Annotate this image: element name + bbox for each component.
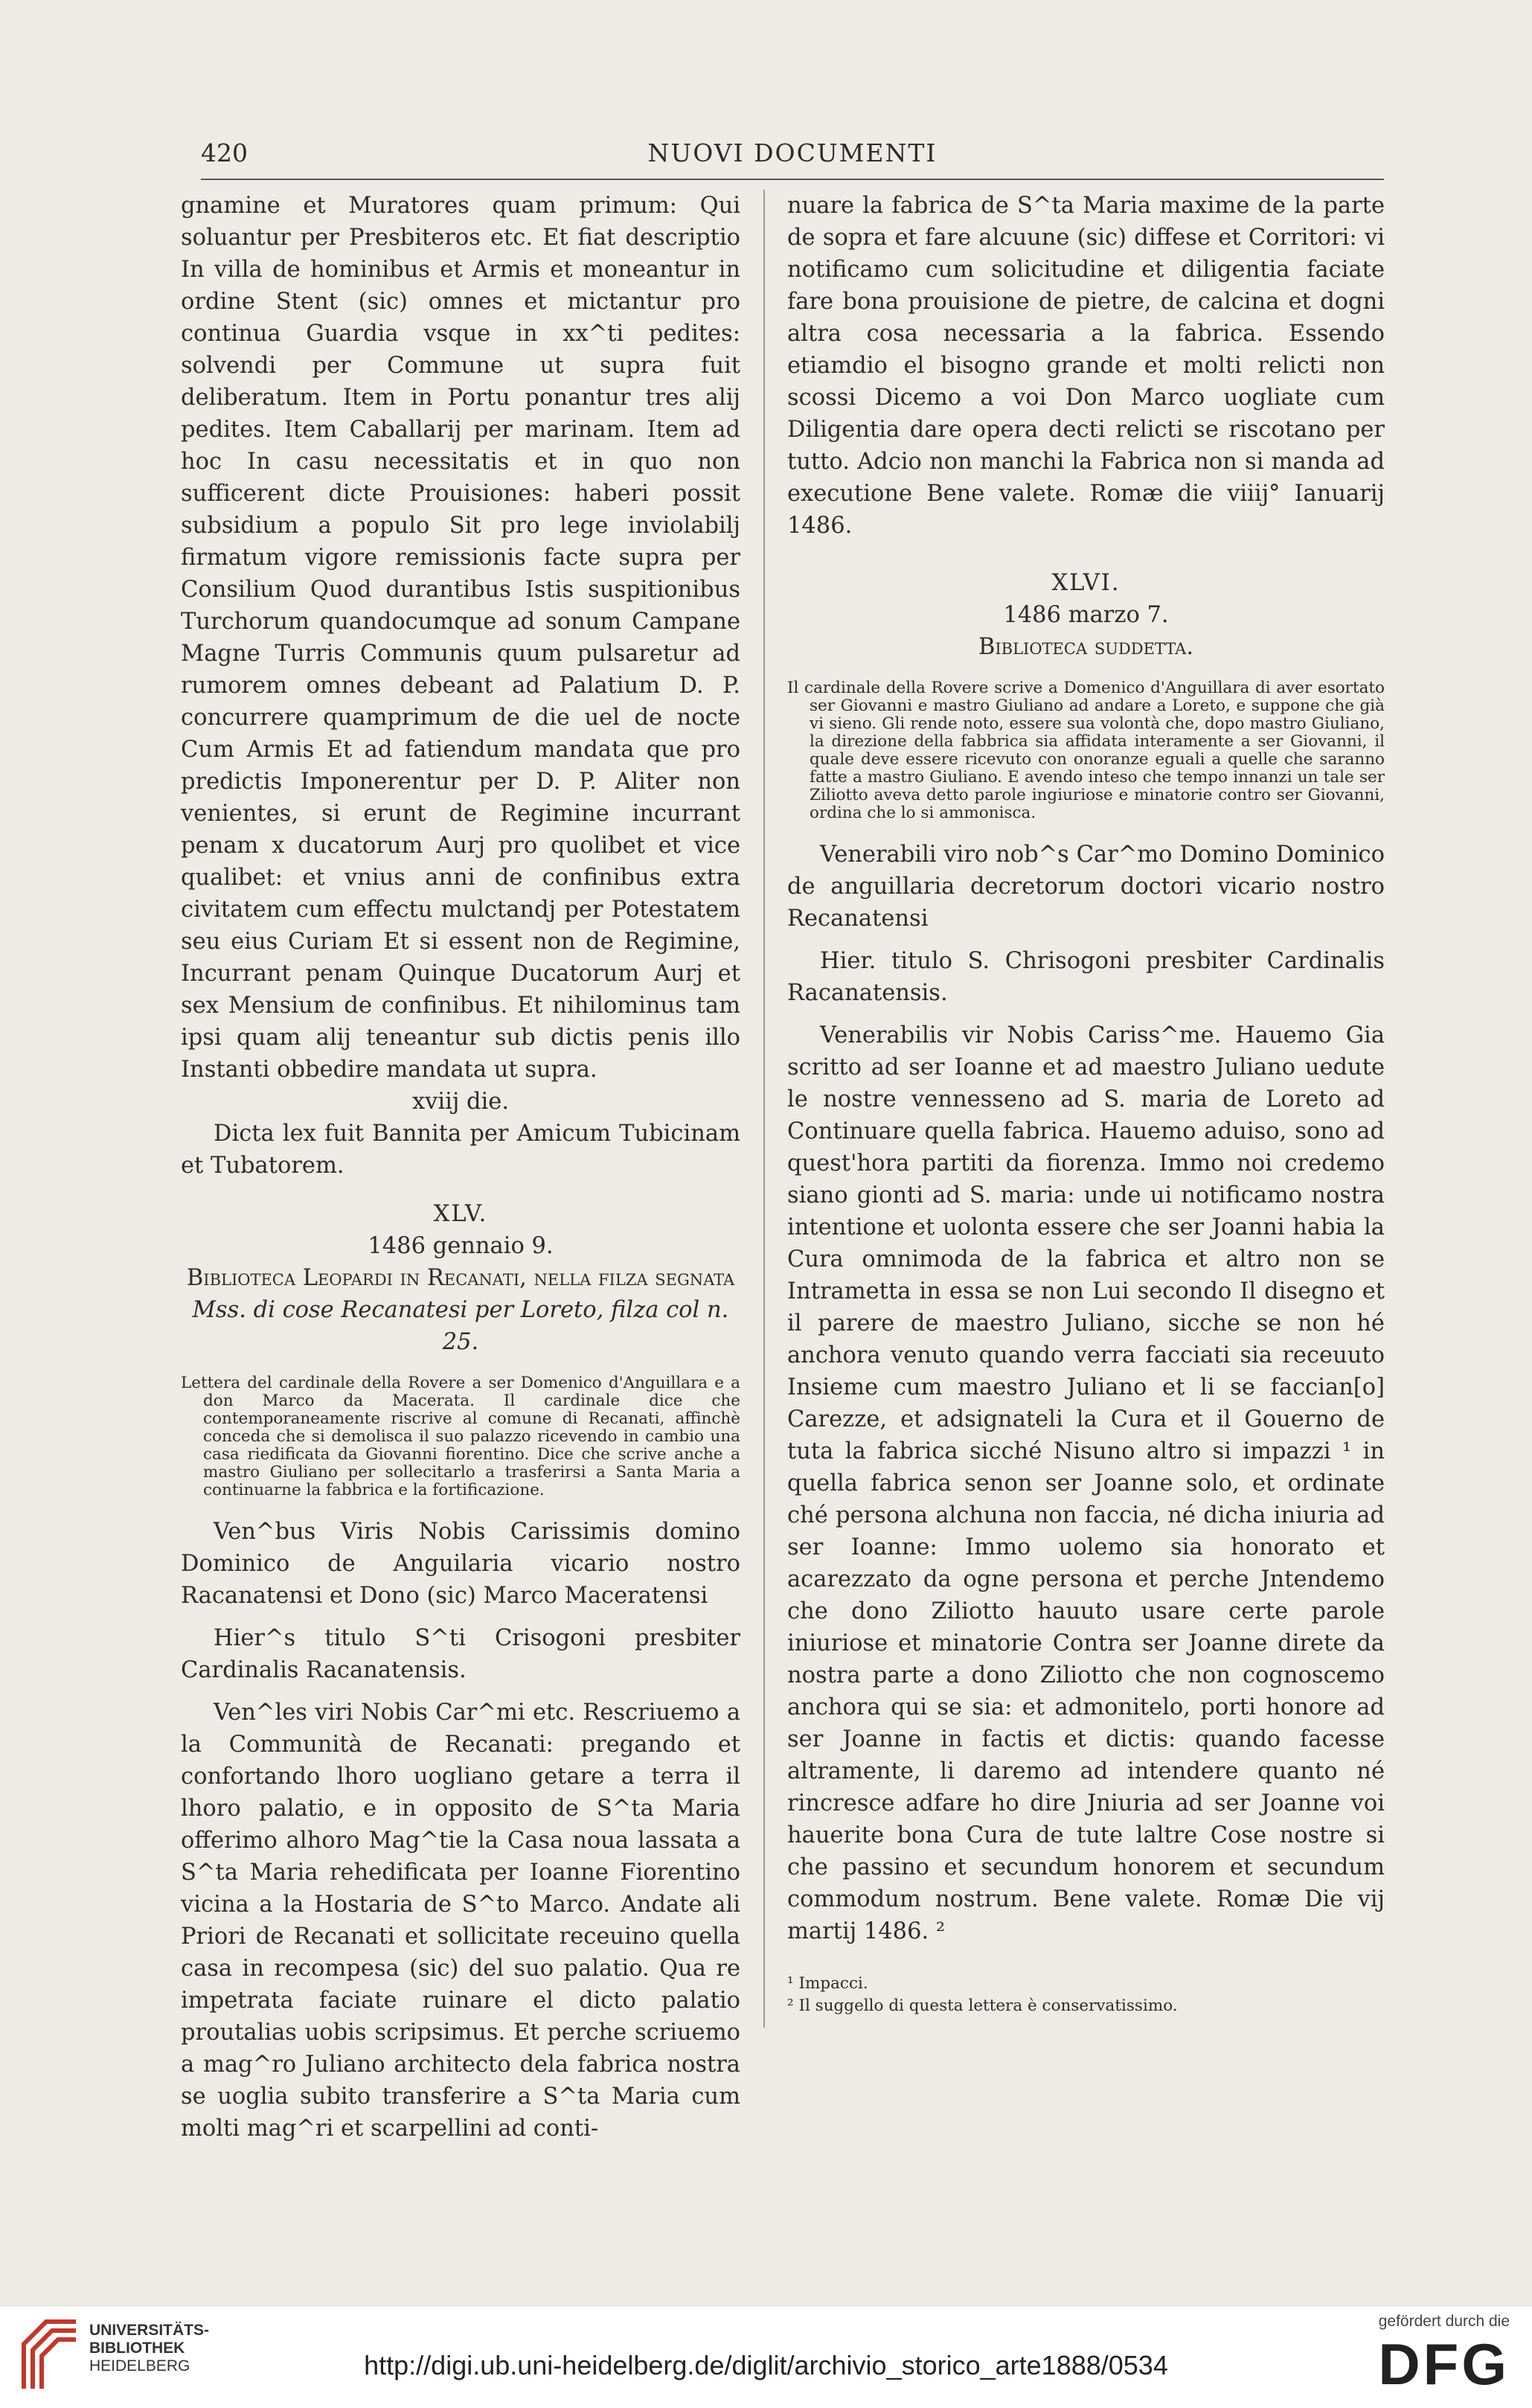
- document-summary: Il cardinale della Rovere scrive a Domenico d'Anguillara di aver esortato ser Giovanni e mastro Giuliano ad andare a Loreto, e suppone che già vi sieno. Gli rende noto, essere sua volontà che, dopo mastro Giuliano, la direzione della fabbrica sia affidata interamente a ser Giovanni, il quale deve essere ricevuto con onoranze eguali a quelle che saranno fatte a mastro Giuliano. E avendo inteso che tempo innanzi un tale ser Ziliotto aveva detto parole ingiuriose e minatorie contro ser Giovanni, ordina che lo si ammonisca.: [787, 679, 1385, 822]
- paragraph: Ven^les viri Nobis Car^mi etc. Rescriuemo a la Communità de Recanati: pregando et confortando lhoro uogliano getare a terra il lhoro palatio, e in opposito de S^ta Maria offerimo alhoro Mag^tie la Casa noua lassata a S^ta Maria rehedificata per Ioanne Fiorentino vicina a la Hostaria de S^to Marco. Andate ali Priori de Recanati et sollicitate receuino quella casa in recompesa (sic) del suo palatio. Qua re impetrata faciate ruinare el dicto palatio proutalias uobis scripsimus. Et perche scriuemo a mag^ro Juliano architecto dela fabrica nostra se uoglia subito transferire a S^ta Maria cum molti mag^ri et scarpellini ad conti-: [181, 1700, 740, 2142]
- paragraph: Ven^bus Viris Nobis Carissimis domino Dominico de Anguilaria vicario nostro Racanatensi et Dono (sic) Marco Maceratensi: [181, 1519, 740, 1609]
- footnote: ² Il suggello di questa lettera è conservatissimo.: [787, 1996, 1178, 2015]
- right-column: [787, 190, 1385, 2017]
- paragraph: Venerabili viro nob^s Car^mo Domino Dominico de anguillaria decretorum doctori vicario nostro Recanatensi: [787, 842, 1385, 932]
- dfg-logo: DFG: [1378, 2331, 1510, 2397]
- funded-by-label: gefördert durch die: [1378, 2313, 1510, 2330]
- column-divider: [763, 190, 765, 2028]
- paragraph: Dicta lex fuit Bannita per Amicum Tubicinam et Tubatorem.: [181, 1121, 740, 1179]
- footnote: ¹ Impacci.: [787, 1974, 868, 1993]
- document-heading: XLVI.: [1051, 570, 1121, 596]
- paragraph: nuare la fabrica de S^ta Maria maxime de la parte de sopra et fare alcuune (sic) diffese et Corritori: vi notificamo cum solicitudine et diligentia faciate fare bona prouisione de pietre, de calcina et dogni altra cosa necessaria a la fabrica. Essendo etiamdio el bisogno grande et molti relicti non scossi Dicemo a voi Don Marco uogliate cum Diligentia dare opera decti relicti se riscotano per tutto. Adcio non manchi la Fabrica non si manda ad executione Bene valete. Romæ die viiij° Ianuarij 1486.: [787, 193, 1385, 539]
- document-summary: Lettera del cardinale della Rovere a ser Domenico d'Anguillara e a don Marco da Macerata. Il cardinale dice che contemporaneamente riscrive al comune di Recanati, affinchè conceda che si demolisca il suo palazzo ricevendo in cambio una casa riedificata da Giovanni fiorentino. Dice che scrive anche a mastro Giuliano per sollecitarlo a trasferirsi a Santa Maria a continuarne la fabbrica e la fortificazione.: [181, 1374, 740, 1499]
- library-name: UNIVERSITÄTS- BIBLIOTHEK HEIDELBERG: [89, 2322, 210, 2375]
- permalink-url[interactable]: http://digi.ub.uni-heidelberg.de/diglit/archivio_storico_arte1888/0534: [364, 2350, 1168, 2380]
- left-column: [181, 190, 740, 2145]
- paragraph: gnamine et Muratores quam primum: Qui soluantur per Presbiteros etc. Et fiat descriptio In villa de hominibus et Armis et moneantur in ordine Stent (sic) omnes et mictantur pro continua Guardia vsque in xx^ti pedites: solvendi per Commune ut supra fuit deliberatum. Item in Portu ponantur tres alij pedites. Item Caballarij per marinam. Item ad hoc In casu necessitatis et in quo non sufficerent dicte Prouisiones: haberi possit subsidium a populo Sit pro lege inviolabilj firmatum vigore remissionis facte supra per Consilium Quod durantibus Istis suspitionibus Turchorum quandocumque ad sonum Campane Magne Turris Communis quum pulsaretur ad rumorem omnes debeant ad Palatium D. P. concurrere quamprimum de die uel de nocte Cum Armis Et ad fatiendum mandata que pro predictis Imponerentur per D. P. Aliter non venientes, si erunt de Regimine incurrant penam x ducatorum Aurj pro quolibet et vice qualibet: et vnius anni de confinibus extra civitatem cum effectu mulctandj per Potestatem seu eius Curiam Et si essent non de Regimine, Incurrant penam Quinque Ducatorum Aurj et sex Mensium de confinibus. Et nihilominus tam ipsi quam alij teneantur sub dictis penis illo Instanti obbedire mandata ut supra.: [181, 193, 740, 1083]
- page-header: [201, 134, 1384, 180]
- document-date: 1486 marzo 7.: [1003, 602, 1169, 628]
- paragraph: Hier^s titulo S^ti Crisogoni presbiter Cardinalis Racanatensis.: [181, 1625, 740, 1683]
- document-date: 1486 gennaio 9.: [368, 1233, 554, 1259]
- date-line: xviij die.: [411, 1089, 510, 1115]
- funder-block: [1339, 2313, 1510, 2398]
- page-number: 420: [201, 138, 248, 167]
- source-line: Biblioteca suddetta.: [978, 634, 1194, 660]
- source-line: Mss. di cose Recanatesi per Loreto, filza col n. 25.: [192, 1297, 729, 1355]
- running-head: NUOVI DOCUMENTI: [647, 138, 938, 167]
- paragraph: Hier. titulo S. Chrisogoni presbiter Cardinalis Racanatensis.: [787, 948, 1385, 1006]
- source-line: Biblioteca Leopardi in Recanati, nella filza segnata: [186, 1265, 735, 1291]
- document-heading: XLV.: [433, 1201, 488, 1227]
- paragraph: Venerabilis vir Nobis Cariss^me. Hauemo Gia scritto ad ser Ioanne et ad maestro Juliano uedute le nostre vennesseno ad S. maria de Loreto ad Continuare quella fabrica. Hauemo aduiso, sono ad quest'hora partiti da fiorenza. Immo noi credemo siano gionti ad S. maria: unde ui notificamo nostra intentione et uolonta essere che ser Joanni habia la Cura omnimoda de la fabrica et altro non se Intrametta in essa se non Lui secondo Il disegno et il parere de maestro Juliano, sicche se non hé anchora venuto quando verra facciati sia receuuto Insieme cum maestro Juliano et li se faccian[o] Carezze, et adsignateli la Cura et il Gouerno de tuta la fabrica sicché Nisuno altro si impazzi ¹ in quella fabrica senon ser Joanne solo, et ordinate ché persona alchuna non faccia, né dicha iniuria ad ser Ioanne: Immo uolemo sia honorato et acarezzato da ogne persona et perche Jntendemo che dono Ziliotto hauuto usare certe parole iniuriose et minatorie Contra ser Joanne direte da nostra parte a dono Ziliotto che non cognoscemo anchora qui se sia: et admonitelo, porti honore ad ser Joanne in factis et dictis: quando facesse altramente, li daremo ad intendere quanto né rincresce adfare ho dire Jniuria ad ser Joanne voi hauerite bona Cura de tute laltre Cose nostre si che passino et secundum honorem et secundum commodum nostrum. Bene valete. Romæ Die vij martij 1486. ²: [787, 1022, 1385, 1944]
